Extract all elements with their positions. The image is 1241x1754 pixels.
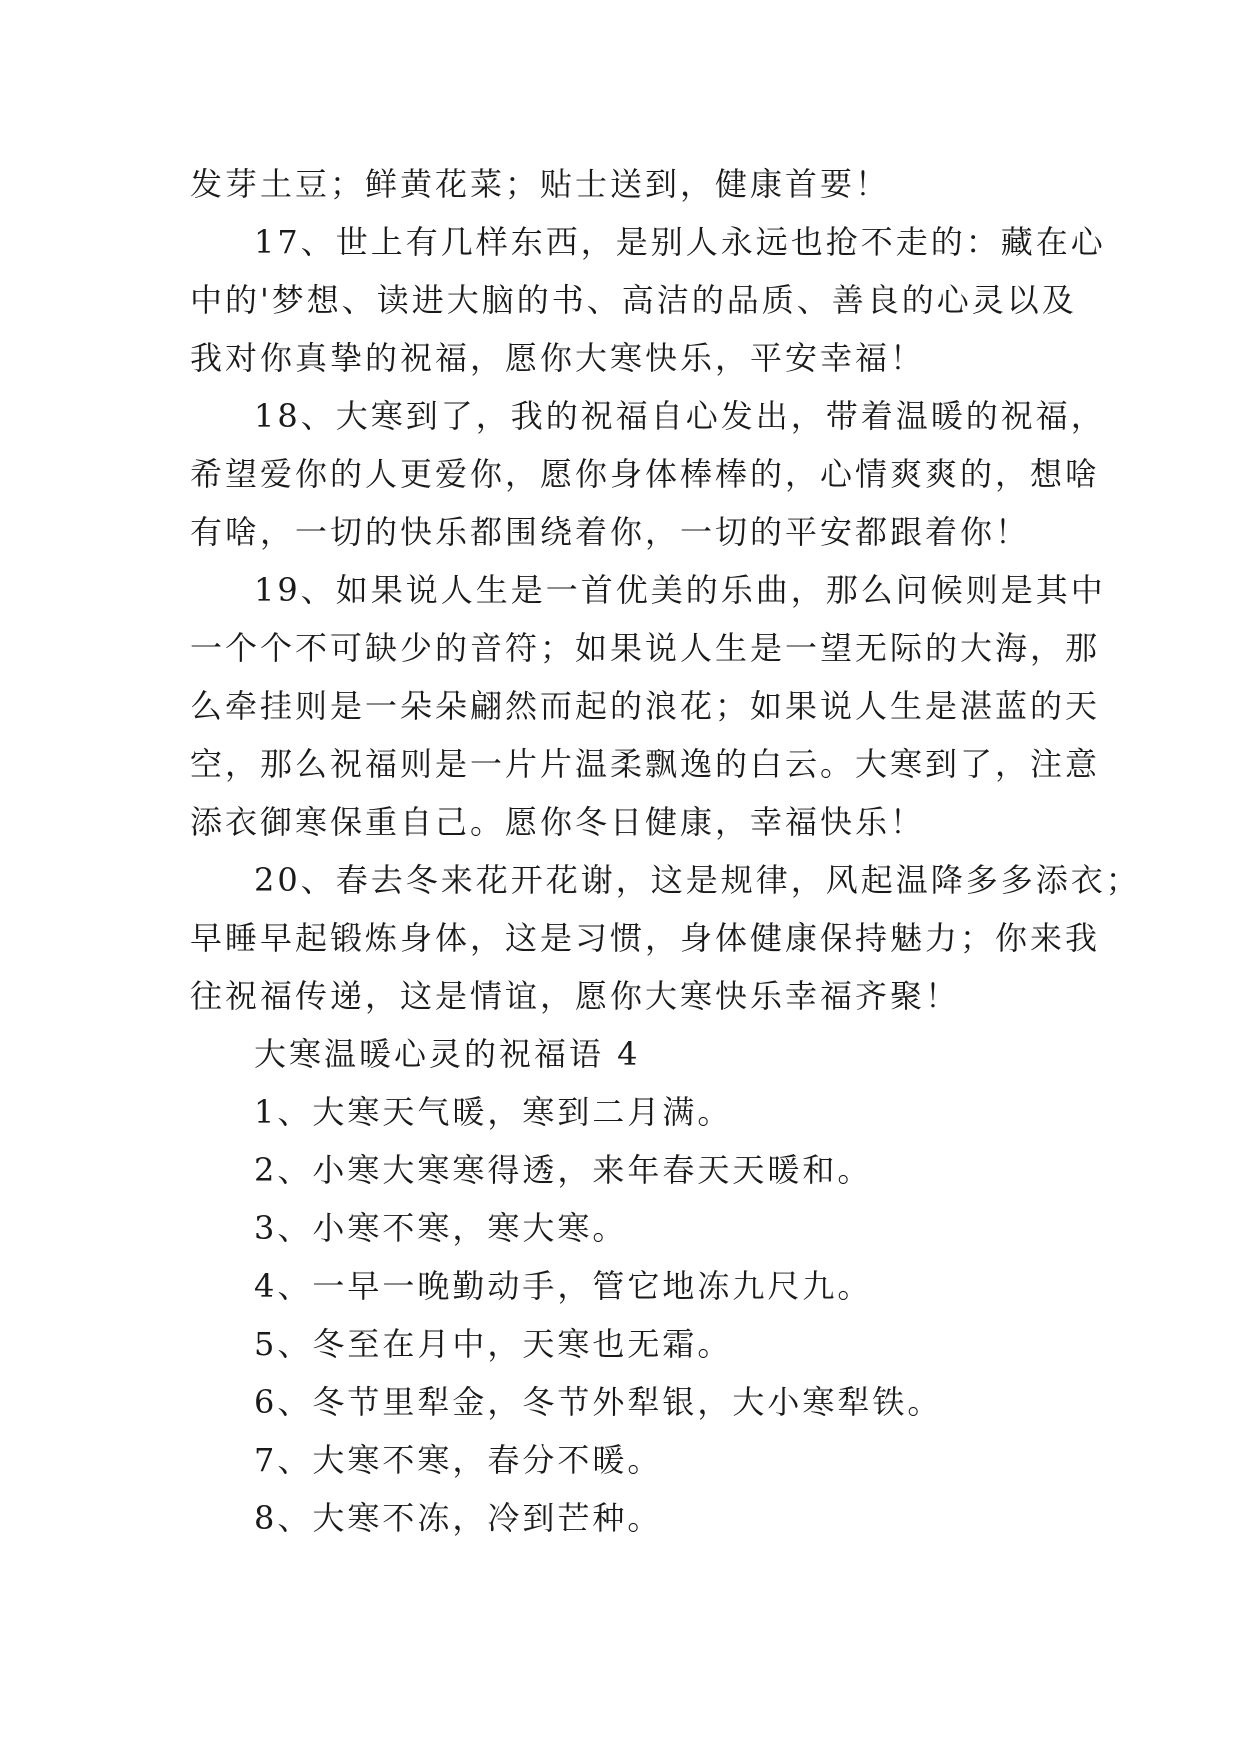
text-line: 早睡早起锻炼身体，这是习惯，身体健康保持魅力；你来我 — [190, 919, 1101, 957]
paragraph-20-line: 20、春去冬来花开花谢，这是规律，风起温降多多添衣； — [254, 861, 1141, 899]
text-line: 添衣御寒保重自己。愿你冬日健康，幸福快乐！ — [190, 803, 926, 841]
list-item: 3、小寒不寒，寒大寒。 — [254, 1209, 628, 1247]
paragraph-17-line: 17、世上有几样东西，是别人永远也抢不走的：藏在心 — [254, 223, 1106, 261]
text-line: 一个个不可缺少的音符；如果说人生是一望无际的大海，那 — [190, 629, 1101, 667]
text-line: 希望爱你的人更爱你，愿你身体棒棒的，心情爽爽的，想啥 — [190, 455, 1101, 493]
text-line: 发芽土豆；鲜黄花菜；贴士送到，健康首要！ — [190, 165, 891, 203]
list-item: 6、冬节里犁金，冬节外犁银，大小寒犁铁。 — [254, 1383, 943, 1421]
text-line: 么牵挂则是一朵朵翩然而起的浪花；如果说人生是湛蓝的天 — [190, 687, 1101, 725]
paragraph-19-line: 19、如果说人生是一首优美的乐曲，那么问候则是其中 — [254, 571, 1106, 609]
document-body — [190, 155, 1141, 1547]
paragraph-18-line: 18、大寒到了，我的祝福自心发出，带着温暖的祝福， — [254, 397, 1106, 435]
text-line: 往祝福传递，这是情谊，愿你大寒快乐幸福齐聚！ — [190, 977, 961, 1015]
list-item: 1、大寒天气暖，寒到二月满。 — [254, 1093, 733, 1131]
text-line: 有啥，一切的快乐都围绕着你，一切的平安都跟着你！ — [190, 513, 1031, 551]
section-heading: 大寒温暖心灵的祝福语 4 — [254, 1035, 641, 1073]
list-item: 2、小寒大寒寒得透，来年春天天暖和。 — [254, 1151, 873, 1189]
list-item: 5、冬至在月中，天寒也无霜。 — [254, 1325, 733, 1363]
list-item: 8、大寒不冻，冷到芒种。 — [254, 1499, 663, 1537]
text-line: 空，那么祝福则是一片片温柔飘逸的白云。大寒到了，注意 — [190, 745, 1101, 783]
text-line: 中的'梦想、读进大脑的书、高洁的品质、善良的心灵以及 — [190, 281, 1077, 319]
text-line: 我对你真挚的祝福，愿你大寒快乐，平安幸福！ — [190, 339, 926, 377]
list-item: 4、一早一晚勤动手，管它地冻九尺九。 — [254, 1267, 873, 1305]
list-item: 7、大寒不寒，春分不暖。 — [254, 1441, 663, 1479]
